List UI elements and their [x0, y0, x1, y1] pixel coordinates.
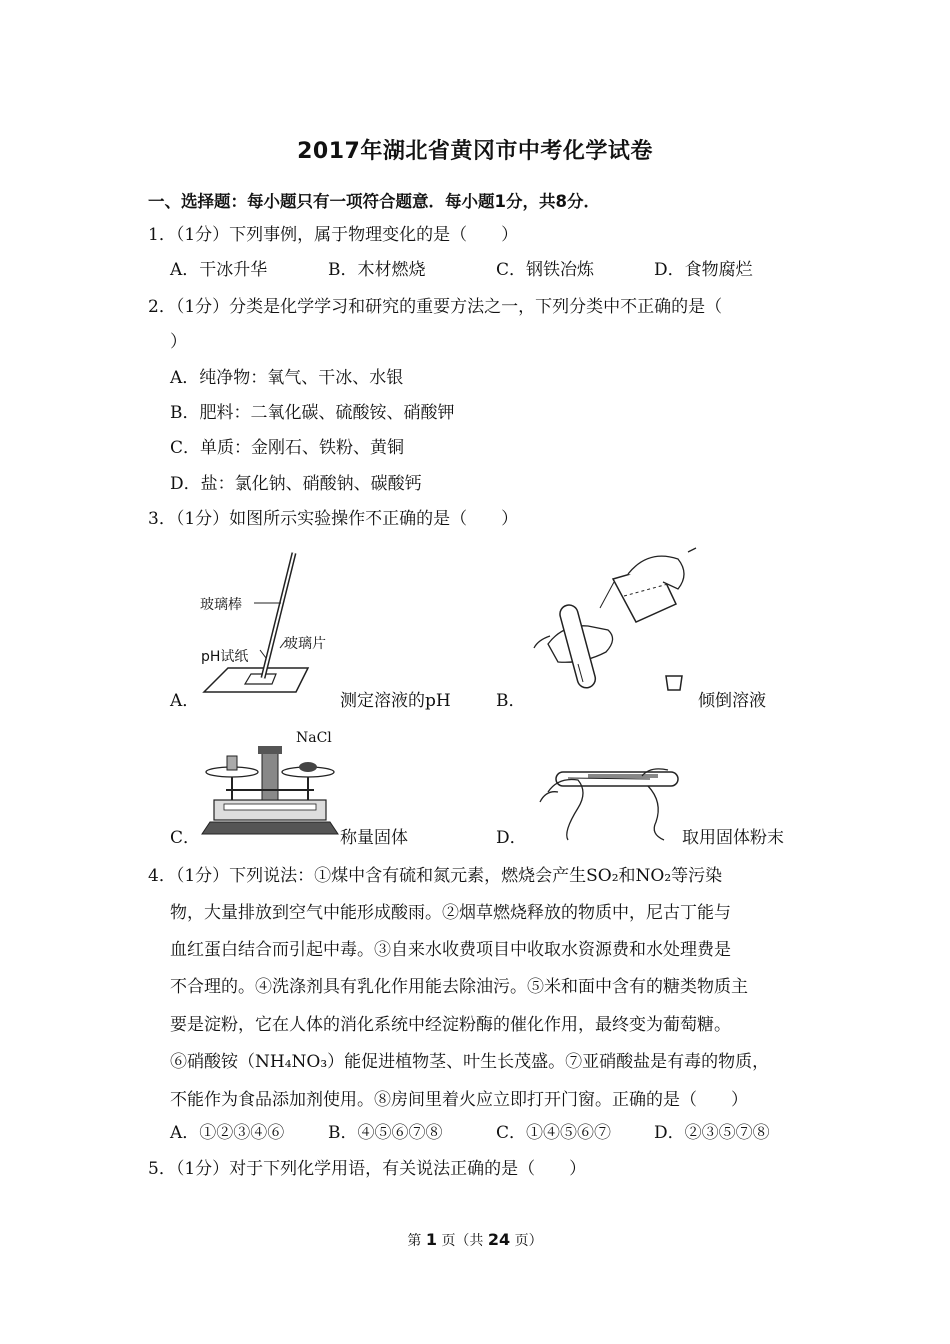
ph-test-figure — [196, 550, 336, 700]
question-2-stem: 2．（1分）分类是化学学习和研究的重要方法之一，下列分类中不正确的是（ — [148, 297, 723, 317]
footer-prefix: 第 — [407, 1233, 422, 1249]
q3-caption-c: 称量固体 — [340, 828, 408, 848]
q3-option-c[interactable]: C． — [170, 828, 201, 848]
q1-option-b[interactable]: B．木材燃烧 — [328, 260, 426, 280]
q2-option-d[interactable]: D．盐：氯化钠、硝酸钠、碳酸钙 — [170, 474, 422, 494]
footer-total-pages: 24 — [487, 1230, 511, 1249]
question-4-line-6: ⑥硝酸铵（NH₄NO₃）能促进植物茎、叶生长茂盛。⑦亚硝酸盐是有毒的物质， — [170, 1052, 770, 1072]
q2-option-c[interactable]: C．单质：金刚石、铁粉、黄铜 — [170, 438, 405, 458]
footer-suffix: 页） — [514, 1233, 543, 1249]
q3-option-d[interactable]: D． — [496, 828, 527, 848]
q1-option-a[interactable]: A．干冰升华 — [170, 260, 268, 280]
q1-option-d[interactable]: D．食物腐烂 — [654, 260, 753, 280]
glass-rod-label: 玻璃棒 — [200, 597, 242, 613]
nacl-label: NaCl — [296, 730, 332, 746]
q3-option-b[interactable]: B． — [496, 691, 526, 711]
question-4-line-4: 不合理的。④洗涤剂具有乳化作用能去除油污。⑤米和面中含有的糖类物质主 — [170, 977, 748, 997]
q3-option-a[interactable]: A． — [170, 691, 200, 711]
question-4-line-7: 不能作为食品添加剂使用。⑧房间里着火应立即打开门窗。正确的是（ ） — [170, 1090, 748, 1110]
q2-option-a[interactable]: A．纯净物：氧气、干冰、水银 — [170, 368, 404, 388]
q1-option-c[interactable]: C．钢铁冶炼 — [496, 260, 595, 280]
q3-caption-d: 取用固体粉末 — [682, 828, 784, 848]
ph-paper-label: pH试纸 — [201, 649, 249, 665]
glass-plate-label: 玻璃片 — [284, 636, 326, 652]
pouring-liquid-figure — [528, 544, 698, 699]
q4-option-c[interactable]: C．①④⑤⑥⑦ — [496, 1123, 612, 1143]
page-footer — [0, 1230, 950, 1250]
q4-option-b[interactable]: B．④⑤⑥⑦⑧ — [328, 1123, 443, 1143]
q3-caption-b: 倾倒溶液 — [698, 691, 766, 711]
powder-tube-figure — [538, 762, 688, 842]
question-4-line-5: 要是淀粉，它在人体的消化系统中经淀粉酶的催化作用，最终变为葡萄糖。 — [170, 1015, 731, 1035]
question-3-stem: 3．（1分）如图所示实验操作不正确的是（ ） — [148, 509, 519, 529]
balance-figure — [200, 740, 340, 836]
footer-page-number: 1 — [425, 1230, 437, 1249]
question-1-stem: 1．（1分）下列事例，属于物理变化的是（ ） — [148, 225, 519, 245]
page-title: 2017年湖北省黄冈市中考化学试卷 — [297, 139, 653, 164]
question-4-line-2: 物，大量排放到空气中能形成酸雨。②烟草燃烧释放的物质中，尼古丁能与 — [170, 903, 731, 923]
question-2-stem-cont: ） — [170, 332, 187, 352]
question-4-line-1: 4．（1分）下列说法：①煤中含有硫和氮元素，燃烧会产生SO₂和NO₂等污染 — [148, 866, 723, 886]
q2-option-b[interactable]: B．肥料：二氧化碳、硫酸铵、硝酸钾 — [170, 403, 455, 423]
q4-option-a[interactable]: A．①②③④⑥ — [170, 1123, 285, 1143]
question-5-stem: 5．（1分）对于下列化学用语，有关说法正确的是（ ） — [148, 1159, 587, 1179]
footer-middle: 页（共 — [441, 1233, 484, 1249]
q3-caption-a: 测定溶液的pH — [340, 691, 451, 711]
question-4-line-3: 血红蛋白结合而引起中毒。③自来水收费项目中收取水资源费和水处理费是 — [170, 940, 731, 960]
section-heading: 一、选择题：每小题只有一项符合题意．每小题1分，共8分． — [148, 192, 600, 211]
q4-option-d[interactable]: D．②③⑤⑦⑧ — [654, 1123, 770, 1143]
